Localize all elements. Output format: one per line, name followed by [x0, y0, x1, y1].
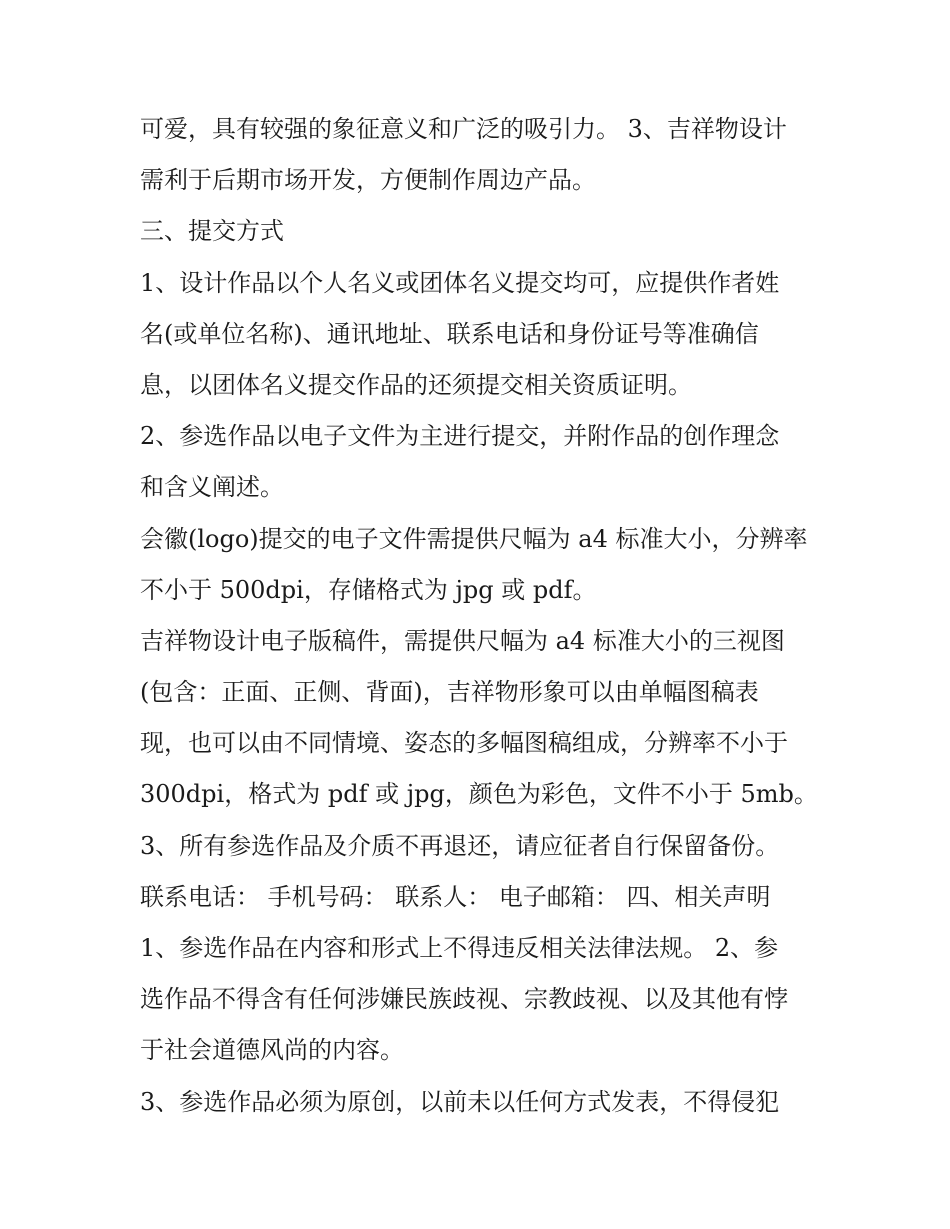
text-line: 1、参选作品在内容和形式上不得违反相关法律法规。 2、参 — [140, 934, 779, 962]
section-heading: 三、提交方式 — [140, 217, 284, 246]
text-line: 息，以团体名义提交作品的还须提交相关资质证明。 — [140, 370, 692, 399]
text-line: 需利于后期市场开发，方便制作周边产品。 — [140, 166, 596, 195]
text-line: 联系电话： 手机号码： 联系人： 电子邮箱： 四、相关声明 — [140, 882, 771, 911]
text-line: 300dpi，格式为 pdf 或 jpg，颜色为彩色，文件不小于 5mb。 — [140, 780, 818, 809]
text-line: 不小于 500dpi，存储格式为 jpg 或 pdf。 — [140, 575, 597, 604]
text-line: 和含义阐述。 — [140, 473, 284, 502]
text-line: 于社会道德风尚的内容。 — [140, 1036, 404, 1065]
text-line: 可爱，具有较强的象征意义和广泛的吸引力。 3、吉祥物设计 — [140, 115, 787, 143]
text-line: (包含：正面、正侧、背面)，吉祥物形象可以由单幅图稿表 — [140, 678, 759, 707]
text-line: 2、参选作品以电子文件为主进行提交，并附作品的创作理念 — [140, 422, 780, 451]
text-line: 1、设计作品以个人名义或团体名义提交均可，应提供作者姓 — [140, 268, 780, 297]
text-line: 选作品不得含有任何涉嫌民族歧视、宗教歧视、以及其他有悖 — [140, 985, 788, 1014]
text-line: 名(或单位名称)、通讯地址、联系电话和身份证号等准确信 — [140, 319, 759, 348]
text-line: 吉祥物设计电子版稿件，需提供尺幅为 a4 标准大小的三视图 — [140, 626, 785, 655]
text-line: 3、所有参选作品及介质不再退还，请应征者自行保留备份。 — [140, 831, 780, 860]
text-line: 3、参选作品必须为原创，以前未以任何方式发表，不得侵犯 — [140, 1087, 780, 1116]
text-line: 会徽(logo)提交的电子文件需提供尺幅为 a4 标准大小，分辨率 — [140, 524, 808, 553]
text-line: 现，也可以由不同情境、姿态的多幅图稿组成，分辨率不小于 — [140, 729, 788, 758]
document-body — [140, 104, 830, 1128]
